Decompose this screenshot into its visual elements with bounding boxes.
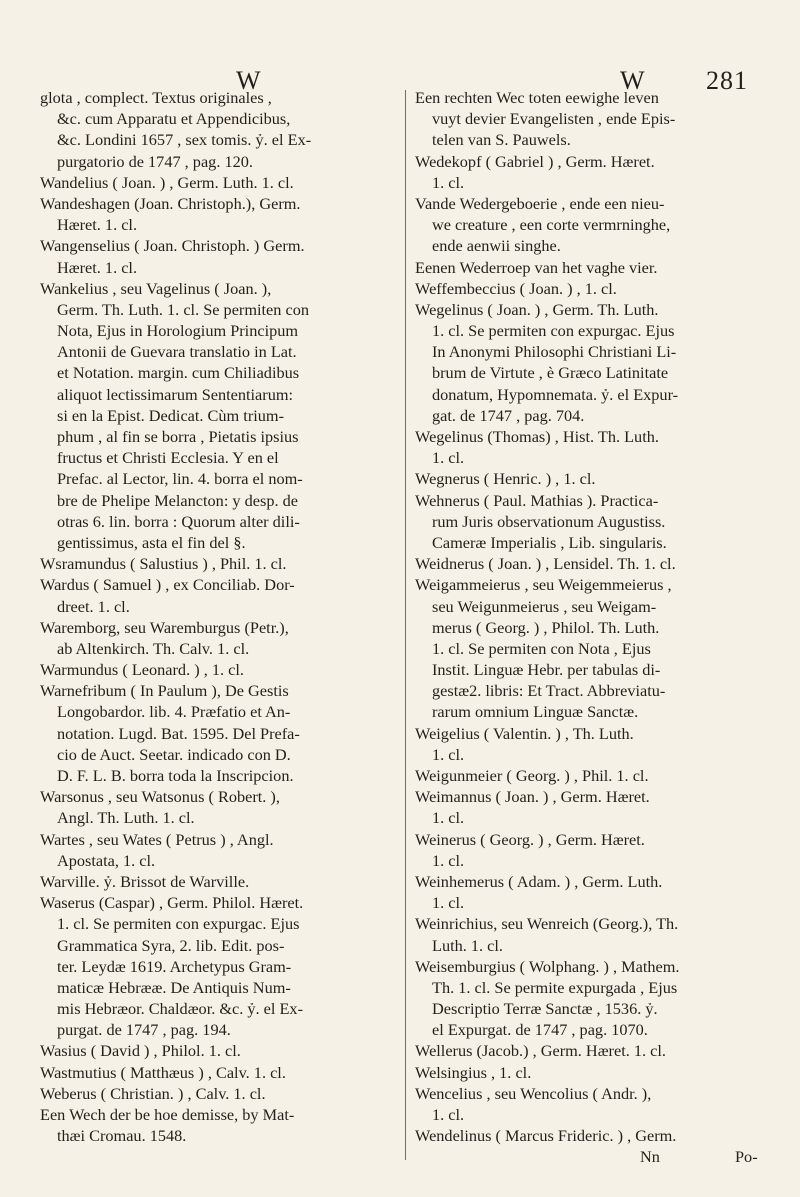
left-column-line: Germ. Th. Luth. 1. cl. Se permiten con bbox=[57, 299, 310, 319]
right-column-line: Wegelinus (Thomas) , Hist. Th. Luth. bbox=[415, 427, 659, 446]
right-column-line: Weidnerus ( Joan. ) , Lensidel. Th. 1. cl. bbox=[415, 554, 676, 574]
left-column-line: Prefac. al Lector, lin. 4. borra el nom- bbox=[57, 469, 303, 489]
left-column-line: notation. Lugd. Bat. 1595. Del Prefa- bbox=[57, 723, 300, 743]
left-column-line: Waremborg, seu Waremburgus (Petr.), bbox=[40, 617, 289, 637]
right-column-line: 1. cl. bbox=[432, 893, 465, 913]
right-column-line: Descriptio Terræ Sanctæ , 1536. ỷ. bbox=[432, 999, 658, 1019]
right-column-line: Cameræ Imperialis , Lib. singularis. bbox=[432, 532, 667, 552]
page-number: 281 bbox=[706, 66, 748, 95]
right-column-line: 1. cl. Se permiten con Nota , Ejus bbox=[432, 638, 651, 658]
right-column-line: 1. cl. bbox=[432, 850, 465, 870]
right-column-line: seu Weigunmeierus , seu Weigam- bbox=[432, 596, 657, 616]
left-column-line: thæi Cromau. 1548. bbox=[57, 1126, 187, 1146]
right-column-line: Eenen Wederroep van het vaghe vier. bbox=[415, 257, 658, 277]
left-column-line: dreet. 1. cl. bbox=[57, 596, 130, 616]
left-column-line: Wsramundus ( Salustius ) , Phil. 1. cl. bbox=[40, 554, 287, 574]
right-column-line: 1. cl. bbox=[432, 1105, 465, 1124]
left-column-line: purgat. de 1747 , pag. 194. bbox=[57, 1020, 231, 1040]
right-column-line: Vande Wedergeboerie , ende een nieu- bbox=[415, 193, 665, 213]
right-column-line: Welsingius , 1. cl. bbox=[415, 1062, 532, 1082]
left-column-line: Wardus ( Samuel ) , ex Conciliab. Dor- bbox=[40, 575, 295, 595]
left-column-line: cio de Auct. Seetar. indicado con D. bbox=[57, 744, 291, 764]
right-column-line: telen van S. Pauwels. bbox=[432, 130, 571, 150]
left-column-line: Warmundus ( Leonard. ) , 1. cl. bbox=[40, 660, 244, 680]
right-column-line: 1. cl. Se permiten con expurgac. Ejus bbox=[432, 321, 675, 341]
right-column-line: Weigunmeier ( Georg. ) , Phil. 1. cl. bbox=[415, 766, 649, 785]
right-column-line: In Anonymi Philosophi Christiani Li- bbox=[432, 342, 677, 362]
right-column-line: Wencelius , seu Wencolius ( Andr. ), bbox=[415, 1083, 652, 1103]
left-column-line: phum , al fin se borra , Pietatis ipsius bbox=[57, 427, 299, 446]
left-column-line: Wastmutius ( Matthæus ) , Calv. 1. cl. bbox=[40, 1062, 286, 1082]
right-column bbox=[415, 87, 775, 1146]
right-column-line: vuyt devier Evangelisten , ende Epis- bbox=[432, 109, 676, 129]
right-column-line: donatum, Hypomnemata. ỷ. el Expur- bbox=[432, 384, 679, 404]
left-column-line: purgatorio de 1747 , pag. 120. bbox=[57, 151, 253, 171]
left-column-line: Wartes , seu Wates ( Petrus ) , Angl. bbox=[40, 829, 274, 849]
right-column-line: brum de Virtute , è Græco Latinitate bbox=[432, 363, 669, 383]
left-column-line: et Notation. margin. cum Chiliadibus bbox=[57, 363, 300, 383]
left-column-line: maticæ Hebrææ. De Antiquis Num- bbox=[57, 977, 291, 997]
right-column-line: Weigelius ( Valentin. ) , Th. Luth. bbox=[415, 723, 634, 743]
left-column-line: Een Wech der be hoe demisse, by Mat- bbox=[40, 1105, 295, 1124]
left-column-line: glota , complect. Textus originales , bbox=[40, 88, 272, 107]
right-column-line: Weffembeccius ( Joan. ) , 1. cl. bbox=[415, 278, 617, 298]
running-head-left-letter: W bbox=[236, 66, 262, 95]
left-column-line: Wankelius , seu Vagelinus ( Joan. ), bbox=[40, 278, 272, 298]
left-column-line: Angl. Th. Luth. 1. cl. bbox=[57, 808, 195, 828]
left-column-line: mis Hebræor. Chaldæor. &c. ỷ. el Ex- bbox=[57, 999, 303, 1019]
left-column-line: Grammatica Syra, 2. lib. Edit. pos- bbox=[57, 935, 285, 955]
left-column-line: ab Altenkirch. Th. Calv. 1. cl. bbox=[57, 638, 250, 658]
right-column-line: Wegnerus ( Henric. ) , 1. cl. bbox=[415, 469, 596, 489]
left-column-line: Weberus ( Christian. ) , Calv. 1. cl. bbox=[40, 1083, 266, 1103]
left-column-line: D. F. L. B. borra toda la Inscripcion. bbox=[57, 766, 294, 785]
right-column-line: Weisemburgius ( Wolphang. ) , Mathem. bbox=[415, 956, 680, 976]
right-column-line: Wendelinus ( Marcus Frideric. ) , Germ. bbox=[415, 1126, 677, 1146]
left-column-line: Waserus (Caspar) , Germ. Philol. Hæret. bbox=[40, 893, 304, 913]
right-column-line: Een rechten Wec toten eewighe leven bbox=[415, 88, 659, 107]
left-column-line: Hæret. 1. cl. bbox=[57, 215, 138, 235]
left-column-line: Apostata, 1. cl. bbox=[57, 850, 156, 870]
right-column-line: 1. cl. bbox=[432, 448, 465, 468]
right-column-line: ende aenwii singhe. bbox=[432, 236, 561, 256]
right-column-line: Weinhemerus ( Adam. ) , Germ. Luth. bbox=[415, 871, 663, 891]
left-column-line: Warville. ỷ. Brissot de Warville. bbox=[40, 871, 250, 891]
left-column-line: Antonii de Guevara translatio in Lat. bbox=[57, 342, 297, 362]
left-column-line: si en la Epist. Dedicat. Cùm trium- bbox=[57, 405, 284, 425]
left-column-line: 1. cl. Se permiten con expurgac. Ejus bbox=[57, 914, 300, 934]
right-column-line: Wedekopf ( Gabriel ) , Germ. Hæret. bbox=[415, 151, 655, 171]
left-column-line: gentissimus, asta el fin del §. bbox=[57, 532, 246, 552]
right-column-line: Wellerus (Jacob.) , Germ. Hæret. 1. cl. bbox=[415, 1041, 666, 1061]
left-column-line: ter. Leydæ 1619. Archetypus Gram- bbox=[57, 956, 292, 976]
left-column-line: Warsonus , seu Watsonus ( Robert. ), bbox=[40, 787, 280, 807]
left-column-line: aliquot lectissimarum Sententiarum: bbox=[57, 384, 294, 404]
right-column-line: 1. cl. bbox=[432, 808, 465, 828]
right-column-line: el Expurgat. de 1747 , pag. 1070. bbox=[432, 1020, 648, 1040]
right-column-line: 1. cl. bbox=[432, 172, 465, 192]
left-column-line: otras 6. lin. borra : Quorum alter dili- bbox=[57, 511, 300, 531]
right-column-line: Weimannus ( Joan. ) , Germ. Hæret. bbox=[415, 787, 650, 807]
right-column-line: we creature , een corte vermrninghe, bbox=[432, 215, 671, 235]
left-column-line: Wasius ( David ) , Philol. 1. cl. bbox=[40, 1041, 241, 1061]
right-column-line: Weinerus ( Georg. ) , Germ. Hæret. bbox=[415, 829, 645, 849]
left-column-line: Wandelius ( Joan. ) , Germ. Luth. 1. cl. bbox=[40, 172, 294, 192]
left-column-line: Hæret. 1. cl. bbox=[57, 257, 138, 277]
left-column-line: fructus et Christi Ecclesia. Y en el bbox=[57, 448, 279, 468]
right-column-line: Weinrichius, seu Wenreich (Georg.), Th. bbox=[415, 914, 679, 934]
left-column-line: Nota, Ejus in Horologium Principum bbox=[57, 321, 299, 341]
right-column-line: 1. cl. bbox=[432, 744, 465, 764]
signature-mark: Nn bbox=[640, 1147, 660, 1166]
left-column-line: Wandeshagen (Joan. Christoph.), Germ. bbox=[40, 193, 301, 213]
left-column bbox=[40, 87, 395, 1146]
right-column-line: Weigammeierus , seu Weigemmeierus , bbox=[415, 575, 672, 595]
right-column-line: Th. 1. cl. Se permite expurgada , Ejus bbox=[432, 977, 678, 997]
right-column-line: gestæ2. libris: Et Tract. Abbreviatu- bbox=[432, 681, 666, 701]
left-column-line: &c. Londini 1657 , sex tomis. ỷ. el Ex- bbox=[57, 130, 312, 150]
right-column-line: rarum omnium Linguæ Sanctæ. bbox=[432, 702, 639, 722]
left-column-line: bre de Phelipe Melancton: y desp. de bbox=[57, 490, 298, 510]
right-column-line: gat. de 1747 , pag. 704. bbox=[432, 405, 585, 425]
running-head-right-letter: W bbox=[620, 66, 646, 95]
right-column-line: Wehnerus ( Paul. Mathias ). Practica- bbox=[415, 490, 659, 510]
right-column-line: Instit. Linguæ Hebr. per tabulas di- bbox=[432, 660, 661, 680]
left-column-line: &c. cum Apparatu et Appendicibus, bbox=[57, 109, 291, 129]
catchword: Po- bbox=[735, 1147, 758, 1166]
left-column-line: Longobardor. lib. 4. Præfatio et An- bbox=[57, 702, 291, 722]
right-column-line: rum Juris observationum Augustiss. bbox=[432, 511, 666, 531]
right-column-line: merus ( Georg. ) , Philol. Th. Luth. bbox=[432, 617, 660, 637]
left-column-line: Warnefribum ( In Paulum ), De Gestis bbox=[40, 681, 289, 701]
right-column-line: Wegelinus ( Joan. ) , Germ. Th. Luth. bbox=[415, 299, 659, 319]
left-column-line: Wangenselius ( Joan. Christoph. ) Germ. bbox=[40, 236, 305, 256]
right-column-line: Luth. 1. cl. bbox=[432, 935, 503, 955]
column-divider bbox=[405, 90, 406, 1160]
